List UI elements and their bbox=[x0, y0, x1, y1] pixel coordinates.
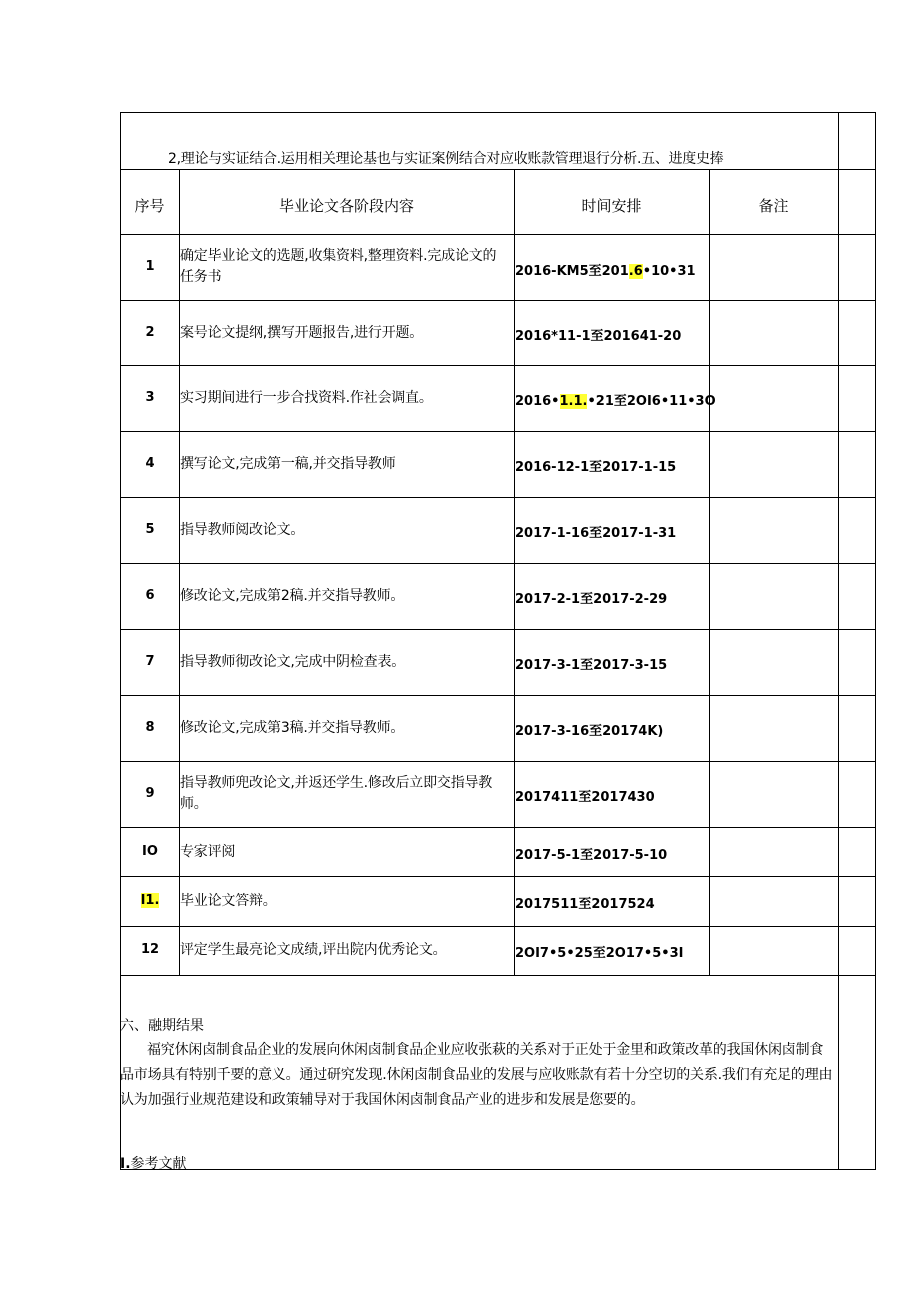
row-num: 4 bbox=[145, 456, 155, 471]
highlight-mark: .6 bbox=[628, 264, 643, 279]
section-title: 六、融期结果 bbox=[120, 1018, 204, 1034]
header-num: 序号 bbox=[134, 197, 165, 215]
row-content: 专家评阅 bbox=[180, 844, 236, 860]
row-content: 案号论文提纲,撰写开题报告,进行开题。 bbox=[180, 325, 424, 341]
highlight-mark: 1.1. bbox=[559, 394, 588, 409]
row-num: 2 bbox=[145, 325, 155, 340]
row-num: 12 bbox=[140, 942, 160, 957]
row-time: 2016-KM5至201.6•10•31 bbox=[515, 264, 696, 279]
row-line bbox=[120, 761, 876, 762]
row-content: 指导教师阅改论文。 bbox=[180, 522, 305, 538]
row-line bbox=[120, 169, 876, 170]
row-time: 2017-3-1至2017-3-15 bbox=[515, 658, 668, 673]
row-content: 撰写论文,完成第一稿,并交指导教师 bbox=[180, 456, 396, 472]
row-num: 8 bbox=[145, 720, 155, 735]
row-content: 实习期间进行一步合找资料.作社会调直。 bbox=[180, 390, 433, 406]
row-num: 3 bbox=[145, 390, 155, 405]
row-time: 2016-12-1至2017-1-15 bbox=[515, 460, 677, 475]
row-num: 5 bbox=[145, 522, 155, 537]
row-num bbox=[120, 893, 180, 908]
row-content: 修改论文,完成第3稿.并交指导教师。 bbox=[180, 720, 405, 736]
references-heading: I.参考文献 bbox=[120, 1156, 187, 1172]
header-content: 毕业论文各阶段内容 bbox=[278, 197, 414, 215]
row-line bbox=[120, 300, 876, 301]
row-line bbox=[120, 431, 876, 432]
row-num: 1 bbox=[145, 259, 155, 274]
row-num: 7 bbox=[145, 654, 155, 669]
highlight-mark: I1. bbox=[140, 893, 160, 908]
row-line bbox=[120, 629, 876, 630]
row-time: 2OI7•5•25至2O17•5•3I bbox=[515, 946, 684, 961]
row-content: 确定毕业论文的选题,收集资料,整理资料.完成论文的任务书 bbox=[180, 248, 497, 285]
row-time: 2016•1.1.•21至2OI6•11•3O bbox=[515, 394, 716, 409]
row-num: 9 bbox=[145, 786, 155, 801]
row-line bbox=[120, 497, 876, 498]
row-line bbox=[120, 365, 876, 366]
row-num: IO bbox=[142, 844, 158, 859]
conclusion-paragraph: 福究休闲卤制食品企业的发展向休闲卤制食品企业应收张萩的关系对于正处于金里和政策改革的我国休闲卤制食品市场具有特别千要的意义。通过研究发现.休闲卤制食品业的发展与应收账款有若十分空切的关系.我们有充足的理由认为加强行业规范建设和政策辅导对于我国休闲卤制食品产业的进步和发展是您要的。 bbox=[120, 1042, 833, 1108]
notes-column-line bbox=[709, 169, 710, 975]
row-time: 2017-5-1至2017-5-10 bbox=[515, 848, 668, 863]
row-content: 毕业论文答辩。 bbox=[180, 893, 277, 909]
row-num: 6 bbox=[145, 588, 155, 603]
row-content: 评定学生最亮论文成绩,评出院内优秀论文。 bbox=[180, 942, 447, 958]
row-content: 指导教师兜改论文,并返还学生.修改后立即交指导教师。 bbox=[180, 775, 493, 812]
row-line bbox=[120, 563, 876, 564]
row-line bbox=[120, 975, 876, 976]
row-time: 2017-3-16至20174K) bbox=[515, 724, 664, 739]
row-line bbox=[120, 827, 876, 828]
row-time: 2017-1-16至2017-1-31 bbox=[515, 526, 677, 541]
row-content: 修改论文,完成第2稿.并交指导教师。 bbox=[180, 588, 405, 604]
row-line bbox=[120, 876, 876, 877]
right-margin-column-line bbox=[838, 112, 839, 1170]
row-time: 2017-2-1至2017-2-29 bbox=[515, 592, 668, 607]
header-notes: 备注 bbox=[758, 197, 789, 215]
row-time: 2017511至2017524 bbox=[515, 897, 655, 912]
row-line bbox=[120, 926, 876, 927]
row-line bbox=[120, 234, 876, 235]
intro-line: 2,理论与实证结合.运用相关理论基也与实证案例结合对应收账款管理退行分析.五、进度史捧 bbox=[168, 151, 724, 167]
header-time: 时间安排 bbox=[581, 197, 642, 215]
row-line bbox=[120, 695, 876, 696]
row-content: 指导教师彻改论文,完成中阴检查表。 bbox=[180, 654, 406, 670]
row-time: 2017411至2017430 bbox=[515, 790, 655, 805]
row-time: 2016*11-1至201641-20 bbox=[515, 329, 682, 344]
